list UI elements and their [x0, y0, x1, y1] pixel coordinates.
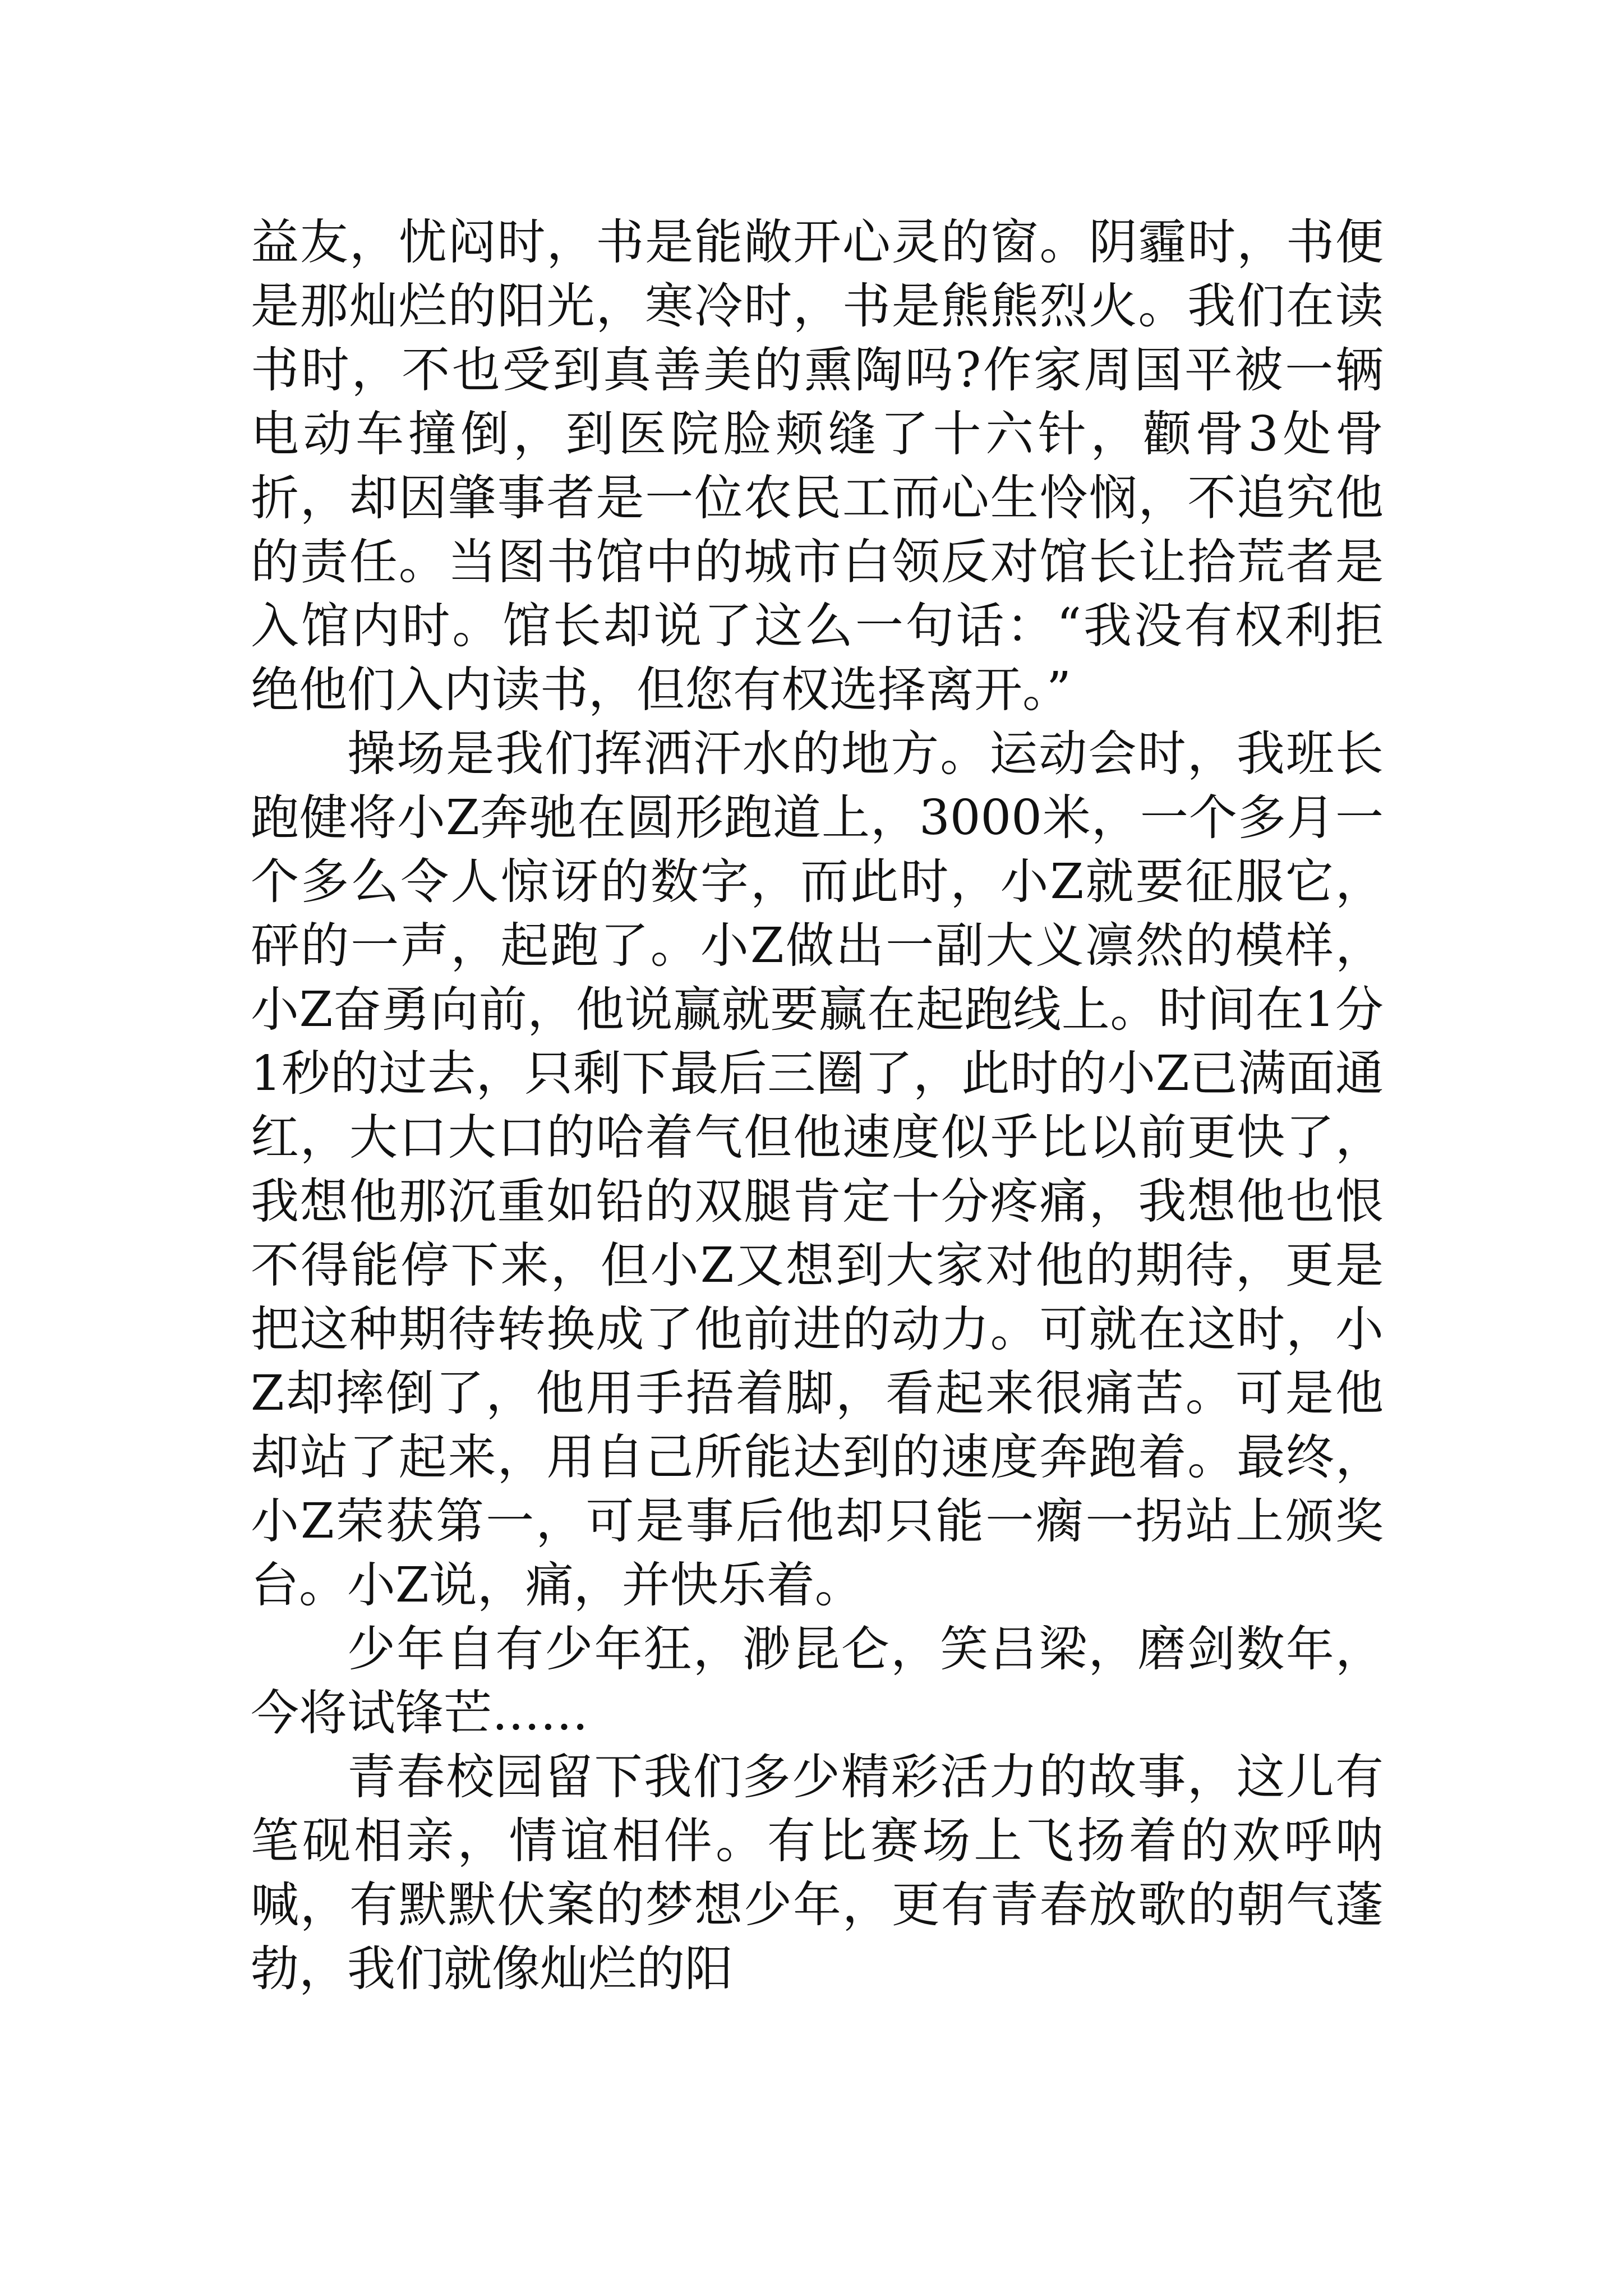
paragraph-youth-verse: 少年自有少年狂，渺昆仑，笑吕梁，磨剑数年，今将试锋芒…… [251, 1621, 1384, 1741]
paragraph-campus-stories: 青春校园留下我们多少精彩活力的故事，这儿有笔砚相亲，情谊相伴。有比赛场上飞扬着的欢呼呐喊，有默默伏案的梦想少年，更有青春放歌的朝气蓬勃，我们就像灿烂的阳 [251, 1749, 1384, 1997]
paragraph-continued: 益友，忧闷时，书是能敞开心灵的窗。阴霾时，书便是那灿烂的阳光，寒冷时，书是熊熊烈火。我们在读书时，不也受到真善美的熏陶吗?作家周国平被一辆电动车撞倒，到医院脸颊缝了十六针，颧骨3处骨折，却因肇事者是一位农民工而心生怜悯，不追究他的责任。当图书馆中的城市白领反对馆长让拾荒者是入馆内时。馆长却说了这么一句话：“我没有权利拒绝他们入内读书，但您有权选择离开。” [251, 214, 1384, 718]
paragraph-playground-race: 操场是我们挥洒汗水的地方。运动会时，我班长跑健将小Z奔驰在圆形跑道上，3000米，一个多月一个多么令人惊讶的数字，而此时，小Z就要征服它，砰的一声，起跑了。小Z做出一副大义凛然的模样，小Z奋勇向前，他说赢就要赢在起跑线上。时间在1分1秒的过去，只剩下最后三圈了，此时的小Z已满面通红，大口大口的哈着气但他速度似乎比以前更快了，我想他那沉重如铅的双腿肯定十分疼痛，我想他也恨不得能停下来，但小Z又想到大家对他的期待，更是把这种期待转换成了他前进的动力。可就在这时，小Z却摔倒了，他用手捂着脚，看起来很痛苦。可是他却站了起来，用自己所能达到的速度奔跑着。最终，小Z荣获第一，可是事后他却只能一瘸一拐站上颁奖台。小Z说，痛，并快乐着。 [251, 726, 1384, 1613]
document-body [251, 210, 1384, 2001]
